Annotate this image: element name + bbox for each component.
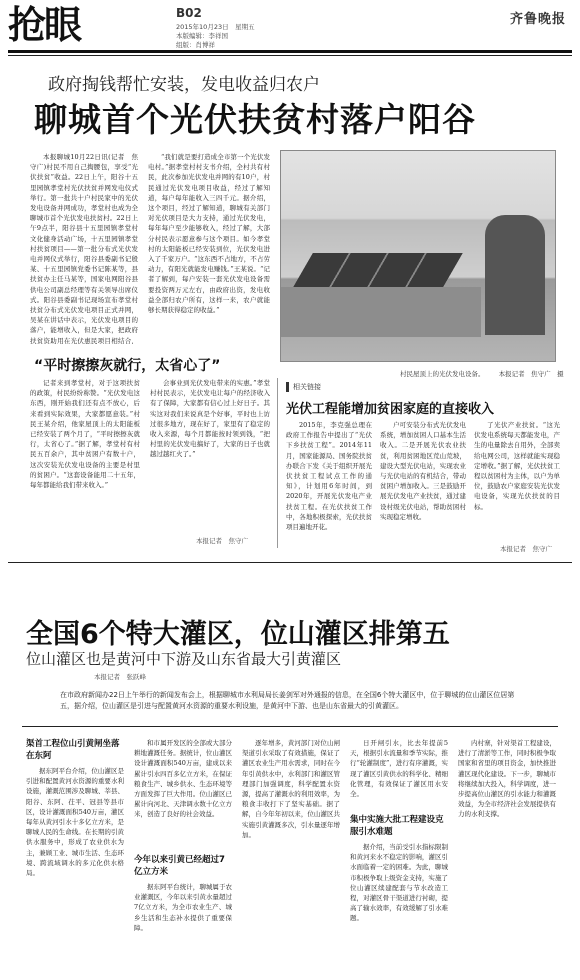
sidebar-column-2 bbox=[380, 420, 466, 550]
feature-column-1-text: 记者来到孝堂村，对于这项扶贫的政策，村民纷纷称赞。“光伏发电这东西，刚开始我们还有点不放心，后来看到实际效果，大家都愿意装。”村民王某介绍，他家屋顶上的太阳能板已经安装了两个月了，“平时擦擦灰就行，太省心了。”据了解，孝堂村有村民五百余户，其中贫困户有数十户，这次安装光伏发电设备的主要是村里的贫困户。“这套设备能用二十五年，每年都能给我们带来收入。” bbox=[30, 379, 140, 490]
lead-kicker: 政府掏钱帮忙安装，发电收益归农户 bbox=[48, 75, 320, 95]
story-divider bbox=[8, 562, 572, 563]
lead-divider bbox=[22, 726, 558, 727]
second-column-1-text: 据东阿平台介绍，位山灌区是引进和配置黄河水资源的重要水利设施，灌溉范围涉及聊城、莘县、阳谷、东阿、茌平、冠县等县市区，设计灌溉面积540万亩，灌区每年从黄河引水十多亿立方米，是聊城人民的生命线。在长期的引黄供水服务中，形成了农业供水为主，兼顾工业、城市生活、生态环境、跨流域调水的多元化供水格局。 bbox=[26, 767, 124, 878]
date-line: 2015年10月23日 星期五 bbox=[176, 23, 255, 31]
column-divider bbox=[277, 378, 278, 548]
photo-credit: 本报记者 焦守广 摄 bbox=[498, 370, 564, 378]
sidebar-column-3-text: 了光伏产业扶贫。“这光伏发电系统每天都能发电，产生的电量除去自用外，全部卖给电网公司，这样就能实现稳定增收。”据了解，光伏扶贫工程以贫困村为主体，以户为单位，鼓励农户家庭安装光伏发电设备，实现光伏扶贫的目标。 bbox=[474, 421, 560, 511]
lead-column-2-text: “我们就是要打造成全市第一个光伏发电村。”据孝堂村村支书介绍，全村共有村民，此次参加光伏发电并网的有10户，村民通过光伏发电项目收益，经过了解知道，每户每年能收入三四千元。据介绍，这个项目，经过了解知道，聊城有关部门对光伏项目是大力支持，通过光伏发电，每年每户至少能够收入，经过了解，大部分村民表示愿意参与这个项目。如今孝堂村的太阳能板已经安装到位，光伏发电进入了千家万户。“这东西不占地方，不占劳动力，有阳光就能发电赚钱。”王某说。“记者了解到，每户安装一套光伏发电设备需要投资两万元左右，由政府出资，发电收益全部归农户所有，这样一来，农户就能够长期获得稳定的收益。” bbox=[148, 153, 270, 315]
section-logo: 抢眼 bbox=[8, 3, 81, 47]
second-column-3 bbox=[242, 738, 340, 978]
sidebar-column-3 bbox=[474, 420, 560, 540]
sidebar-headline: 光伏工程能增加贫困家庭的直接收入 bbox=[286, 402, 495, 417]
second-column-3-text: 逐年增多，黄河部门对位山闸渠道引水采取了有效措施，保证了灌区农业生产用水需求，同时在今年引黄供水中，水利部门和灌区管理部门加强调度，科学配置水资源，提高了灌溉水的利用效率，为粮食丰收打下了坚实基础。据了解，自今年年初以来，位山灌区共实施引黄灌溉多次，引水量逐年增加。 bbox=[242, 739, 340, 839]
second-column-2 bbox=[134, 738, 232, 978]
people-shape bbox=[485, 215, 545, 335]
second-column-2-head: 今年以来引黄已经超过7亿立方米 bbox=[134, 855, 225, 877]
lead-column-1-text: 本报聊城10月22日讯(记者 焦守广)村民不用自己掏腰包，享受“光伏扶贫”收益。22日上午，阳谷十五里园镇孝堂村光伏扶贫并网发电仪式举行。第一批共十户村民家中的光伏发电设备并网成功，孝堂村也成为全聊城市首个光伏发电扶贫村。22日上午9点半，阳谷县十五里园镇孝堂村文化健身活动广场，十五里园镇孝堂村扶贫项目——第一批分布式光伏发电并网仪式举行，阳谷县委副书记殷某、十五里园镇党委书记陈某等，县扶贫办主任马某等，国家电网阳谷县供电公司副总经理等有关领导出席仪式。阳谷县委副书记现场宣布孝堂村扶贫分布式光伏发电项目正式并网，吴某在讲话中表示，光伏发电项目的落户，能增收入，但是大家，把政府扶贫资助用在光伏惠民项目相结合， bbox=[30, 153, 138, 344]
feature-headline: “平时擦擦灰就行，太省心了” bbox=[34, 358, 221, 374]
solar-panel-shape bbox=[293, 253, 463, 287]
lead-headline: 聊城首个光伏扶贫村落户阳谷 bbox=[34, 100, 476, 139]
second-column-4-text: 日开闸引水，比去年提前5天，根据引水流量和季节实际，推行“轮灌制度”，进行有序灌溉，实现了灌区引黄供水的科学化、精细化管理，有效保证了灌区用水安全。 bbox=[350, 739, 448, 799]
solar-panel-photo bbox=[280, 150, 556, 362]
masthead-rule bbox=[8, 50, 572, 53]
second-column-4-head: 集中实施大批工程建设克服引水难题 bbox=[350, 815, 444, 837]
masthead-rule-thin bbox=[8, 55, 572, 56]
house-shape bbox=[281, 287, 481, 337]
second-lead: 在市政府新闻办22日上午举行的新闻发布会上，根据聊城市水利局局长姜剑军对外通报的信息，在全国6个特大灌区中，位于聊城的位山灌区位居第五，据介绍，位山灌区是引进与配置黄河水资源的重要水利设施，是黄河中下游、也是山东省最大的引黄灌区。 bbox=[60, 691, 515, 710]
photo-caption-text: 村民屋顶上的光伏发电设备。 bbox=[400, 370, 485, 378]
lead-column-2 bbox=[148, 152, 270, 344]
second-column-1 bbox=[26, 738, 124, 978]
feature-byline: 本报记者 焦守广 bbox=[196, 537, 248, 545]
second-deck: 位山灌区也是黄河中下游及山东省最大引黄灌区 bbox=[26, 650, 342, 668]
page-number: B02 bbox=[176, 6, 202, 20]
second-column-5-text: 内村寨，针对渠首工程建设，进行了清淤等工作，同时积极争取国家和省里的项目资金，加快推进灌区现代化建设。下一步，聊城市将继续加大投入，科学调度，进一步提高位山灌区的引水能力和灌溉效益，为全市经济社会发展提供有力的水利支撑。 bbox=[458, 739, 556, 819]
sidebar-byline: 本报记者 焦守广 bbox=[500, 545, 552, 553]
second-headline: 全国6个特大灌区，位山灌区排第五 bbox=[26, 619, 450, 650]
second-column-4b-text: 据介绍，当前受引水指标限制和黄河来水不稳定的影响，灌区引水面临着一定的困难。为此，聊城市积极争取上级资金支持，实施了位山灌区续建配套与节水改造工程，对灌区骨干渠道进行衬砌，提高了输水效率，有效缓解了引水难题。 bbox=[350, 843, 448, 923]
photo-caption bbox=[400, 369, 564, 378]
second-column-1-head: 渠首工程位山引黄闸坐落在东阿 bbox=[26, 739, 120, 761]
second-column-2-text: 和市属开发区的全部或大部分耕地灌溉任务。据统计，位山灌区设计灌溉面积540万亩，建成以来累计引水四百多亿立方米，在保证粮食生产、城乡供水、生态环境等方面发挥了巨大作用。位山灌区已累计向河北、天津调水数十亿立方米，创造了良好的社会效益。 bbox=[134, 739, 232, 819]
lead-column-1 bbox=[30, 152, 138, 344]
second-column-5 bbox=[458, 738, 556, 978]
feature-column-1 bbox=[30, 378, 140, 546]
second-column-2b-text: 据东阿平台统计，聊城属于农业灌溉区，今年以来引黄水量超过7亿立方米，为全市农业生产、城乡生活和生态补水提供了重要保障。 bbox=[134, 883, 232, 932]
second-byline: 本报记者 张跃峰 bbox=[94, 673, 146, 681]
feature-column-2-text: 会事业到光伏发电带来的实惠。”孝堂村村民表示，光伏发电让每户的经济收入有了保障，大家都有信心过上好日子。其实这对我们来说真是个好事，平时也上访过很多地方，现在好了，家里有了稳定的收入来源，每个月都能按时领到钱，“把村里的光伏发电搞好了，大家的日子也就越过越红火了。” bbox=[150, 379, 270, 459]
sidebar-column-1-text: 2015年，李克强总理在政府工作报告中提出了“光伏下乡扶贫工程”。2014年11月，国家能源局、国务院扶贫办联合下发《关于组织开展光伏扶贫工程试点工作的通知》，计划用6年时间，到2020年，开展光伏发电产业扶贫工程。在光伏扶贫工作中，各地积极探索，光伏扶贫项目遍地开花。 bbox=[286, 421, 372, 532]
feature-column-2 bbox=[150, 378, 270, 528]
sidebar-column-2-text: 户可安装分布式光伏发电系统，增加贫困人口基本生活收入。二是开展光伏农业扶贫，利用贫困地区荒山荒坡，建设大型光伏电站，实现农业与光伏电站的有机结合，带动贫困户增加收入。三是鼓励开展光伏发电产业扶贫，通过建设村级光伏电站，帮助贫困村实现稳定增收。 bbox=[380, 421, 466, 521]
paper-logo: 齐鲁晚报 bbox=[509, 12, 566, 27]
related-link-tag: 相关链接 bbox=[286, 382, 321, 392]
editor-line: 本版编辑：李祥国 bbox=[176, 32, 228, 40]
sidebar-column-1 bbox=[286, 420, 372, 550]
proof-line: 组版：肖博祥 bbox=[176, 41, 215, 49]
second-column-4 bbox=[350, 738, 448, 978]
